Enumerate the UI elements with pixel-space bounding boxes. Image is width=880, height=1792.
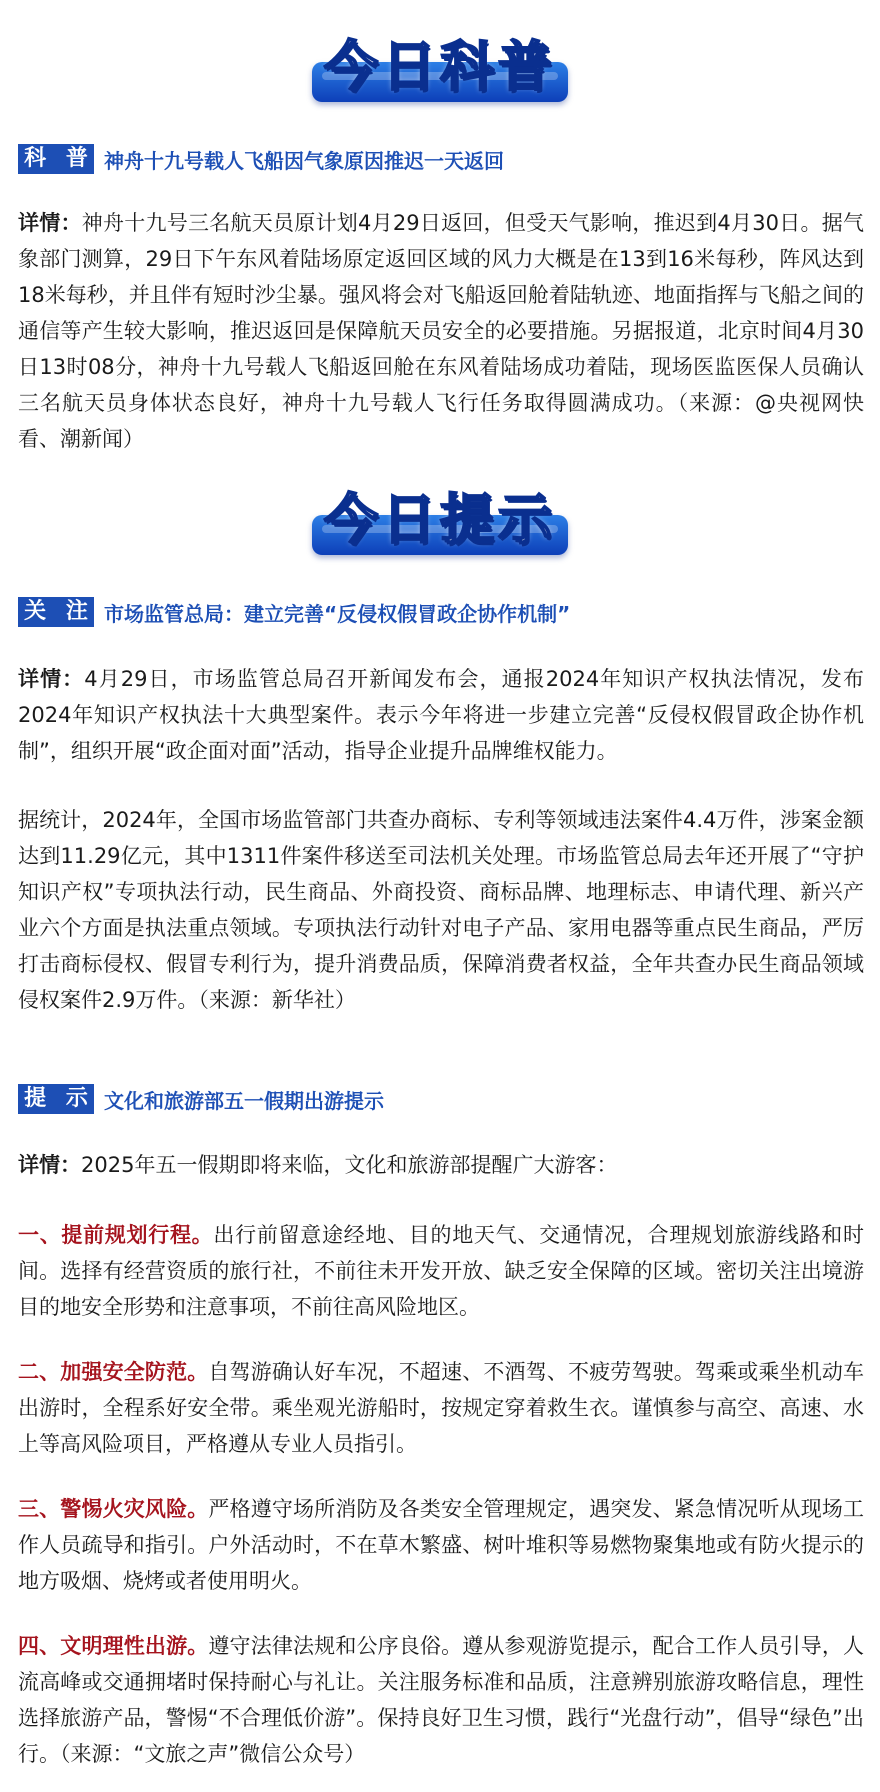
- section-tag-guanzhu: 关 注: [18, 597, 94, 627]
- detail-label: 详情：: [18, 1153, 81, 1177]
- tip-item: [18, 1491, 864, 1599]
- kepu-detail-text: 神舟十九号三名航天员原计划4月29日返回，但受天气影响，推迟到4月30日。据气象部门测算，29日下午东风着陆场原定返回区域的风力大概是在13到16米每秒，阵风达到18米每秒，并且伴有短时沙尘暴。强风将会对飞船返回舱着陆轨迹、地面指挥与飞船之间的通信等产生较大影响，推迟返回是保障航天员安全的必要措施。另据报道，北京时间4月30日13时08分，神舟十九号载人飞船返回舱在东风着陆场成功着陆，现场医监医保人员确认三名航天员身体状态良好，神舟十九号载人飞行任务取得圆满成功。（来源：@央视网快看、潮新闻）: [18, 211, 864, 451]
- kepu-detail-paragraph: [18, 205, 864, 457]
- tishi-detail-paragraph: [18, 1147, 864, 1183]
- banner-science-badge: [312, 30, 568, 102]
- tip-item-text: 出行前留意途经地、目的地天气、交通情况，合理规划旅游线路和时间。选择有经营资质的旅行社，不前往未开发开放、缺乏安全保障的区域。密切关注出境游目的地安全形势和注意事项，不前往高风险地区。: [18, 1223, 865, 1319]
- banner-science-title: 今日科普: [324, 34, 556, 98]
- tip-item-text: 遵守法律法规和公序良俗。遵从参观游览提示，配合工作人员引导，人流高峰或交通拥堵时保持耐心与礼让。关注服务标准和品质，注意辨别旅游攻略信息，理性选择旅游产品，警惕“不合理低价游”。保持良好卫生习惯，践行“光盘行动”，倡导“绿色”出行。（来源：“文旅之声”微信公众号）: [18, 1634, 865, 1766]
- tip-item-text: 严格遵守场所消防及各类安全管理规定，遇突发、紧急情况听从现场工作人员疏导和指引。户外活动时，不在草木繁盛、树叶堆积等易燃物聚集地或有防火提示的地方吸烟、烧烤或者使用明火。: [18, 1497, 865, 1593]
- section-tag-tishi: 提 示: [18, 1084, 94, 1114]
- tip-item-text: 自驾游确认好车况，不超速、不酒驾、不疲劳驾驶。驾乘或乘坐机动车出游时，全程系好安全带。乘坐观光游船时，按规定穿着救生衣。谨慎参与高空、高速、水上等高风险项目，严格遵从专业人员指引。: [18, 1360, 865, 1456]
- section-tag-kepu: 科 普: [18, 144, 94, 174]
- tip-item-heading: 一、提前规划行程。: [18, 1223, 214, 1247]
- tip-item: [18, 1354, 864, 1462]
- guanzhu-statistics-paragraph: 据统计，2024年，全国市场监管部门共查办商标、专利等领域违法案件4.4万件，涉案金额达到11.29亿元，其中1311件案件移送至司法机关处理。市场监管总局去年还开展了“守护知识产权”专项执法行动，民生商品、外商投资、商标品牌、地理标志、申请代理、新兴产业六个方面是执法重点领域。专项执法行动针对电子产品、家用电器等重点民生商品，严厉打击商标侵权、假冒专利行为，提升消费品质，保障消费者权益，全年共查办民生商品领域侵权案件2.9万件。（来源：新华社）: [18, 808, 864, 1012]
- banner-tips-badge: [312, 483, 568, 555]
- section-title-tishi: 文化和旅游部五一假期出游提示: [104, 1088, 384, 1113]
- banner-tips: [0, 483, 880, 573]
- banner-science: [0, 30, 880, 120]
- section-title-kepu: 神舟十九号载人飞船因气象原因推迟一天返回: [104, 148, 504, 173]
- section-header-kepu: [18, 143, 504, 175]
- tip-item: [18, 1628, 864, 1772]
- section-title-guanzhu: 市场监管总局：建立完善“反侵权假冒政企协作机制”: [104, 601, 571, 626]
- section-header-guanzhu: [18, 596, 570, 628]
- tishi-detail-text: 2025年五一假期即将来临，文化和旅游部提醒广大游客：: [81, 1153, 618, 1177]
- guanzhu-detail-text: 4月29日，市场监管总局召开新闻发布会，通报2024年知识产权执法情况，发布2024年知识产权执法十大典型案件。表示今年将进一步建立完善“反侵权假冒政企协作机制”，组织开展“政企面对面”活动，指导企业提升品牌维权能力。: [18, 667, 865, 763]
- tip-item-heading: 四、文明理性出游。: [18, 1634, 209, 1658]
- tip-item-heading: 三、警惕火灾风险。: [18, 1497, 209, 1521]
- banner-tips-title: 今日提示: [324, 487, 556, 551]
- detail-label: 详情：: [18, 667, 85, 691]
- detail-label: 详情：: [18, 211, 82, 235]
- tip-item-heading: 二、加强安全防范。: [18, 1360, 209, 1384]
- section-header-tishi: [18, 1083, 384, 1115]
- guanzhu-detail-paragraph: [18, 661, 864, 769]
- tip-item: [18, 1217, 864, 1325]
